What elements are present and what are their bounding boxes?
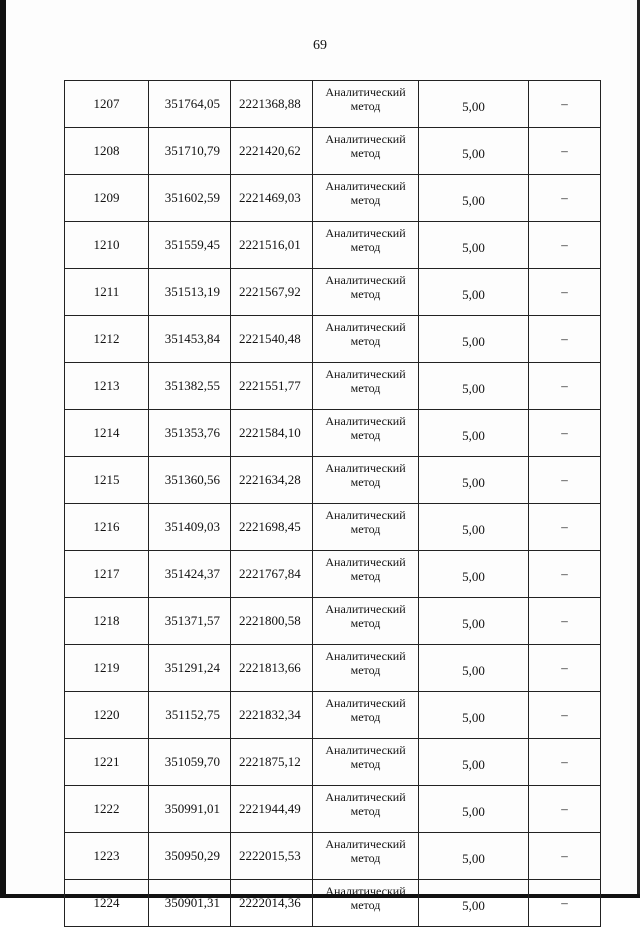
- table-row: [65, 692, 601, 739]
- point-number-cell: 1212: [65, 316, 149, 363]
- coordinate-y-cell: 2221469,03: [231, 175, 313, 222]
- point-number-cell: 1208: [65, 128, 149, 175]
- table-row: [65, 457, 601, 504]
- method-cell: Аналитический метод: [313, 222, 419, 269]
- accuracy-cell: 5,00: [419, 175, 529, 222]
- point-number-cell: 1213: [65, 363, 149, 410]
- method-cell: Аналитический метод: [313, 316, 419, 363]
- method-cell: Аналитический метод: [313, 739, 419, 786]
- method-cell: Аналитический метод: [313, 551, 419, 598]
- coordinate-y-cell: 2221368,88: [231, 81, 313, 128]
- note-cell: –: [529, 504, 601, 551]
- table-row: [65, 410, 601, 457]
- accuracy-cell: 5,00: [419, 786, 529, 833]
- accuracy-cell: 5,00: [419, 833, 529, 880]
- method-cell: Аналитический метод: [313, 457, 419, 504]
- accuracy-cell: 5,00: [419, 269, 529, 316]
- method-cell: Аналитический метод: [313, 692, 419, 739]
- coordinate-x-cell: 351353,76: [149, 410, 231, 457]
- coordinate-x-cell: 351371,57: [149, 598, 231, 645]
- coordinate-x-cell: 350991,01: [149, 786, 231, 833]
- table-row: [65, 269, 601, 316]
- coordinate-y-cell: 2222015,53: [231, 833, 313, 880]
- coordinate-y-cell: 2221944,49: [231, 786, 313, 833]
- note-cell: –: [529, 598, 601, 645]
- table-row: [65, 786, 601, 833]
- coordinates-table-body: [65, 81, 601, 927]
- table-row: [65, 316, 601, 363]
- table-row: [65, 880, 601, 927]
- point-number-cell: 1207: [65, 81, 149, 128]
- note-cell: –: [529, 739, 601, 786]
- accuracy-cell: 5,00: [419, 645, 529, 692]
- coordinate-y-cell: 2221567,92: [231, 269, 313, 316]
- point-number-cell: 1215: [65, 457, 149, 504]
- method-cell: Аналитический метод: [313, 410, 419, 457]
- table-row: [65, 645, 601, 692]
- accuracy-cell: 5,00: [419, 598, 529, 645]
- note-cell: –: [529, 551, 601, 598]
- coordinate-x-cell: 351409,03: [149, 504, 231, 551]
- method-cell: Аналитический метод: [313, 598, 419, 645]
- note-cell: –: [529, 692, 601, 739]
- note-cell: –: [529, 457, 601, 504]
- point-number-cell: 1214: [65, 410, 149, 457]
- method-cell: Аналитический метод: [313, 504, 419, 551]
- coordinate-y-cell: 2221698,45: [231, 504, 313, 551]
- accuracy-cell: 5,00: [419, 504, 529, 551]
- method-cell: Аналитический метод: [313, 81, 419, 128]
- note-cell: –: [529, 833, 601, 880]
- coordinate-x-cell: 351424,37: [149, 551, 231, 598]
- coordinate-y-cell: 2221767,84: [231, 551, 313, 598]
- table-row: [65, 833, 601, 880]
- method-cell: Аналитический метод: [313, 645, 419, 692]
- table-row: [65, 504, 601, 551]
- coordinate-x-cell: 351602,59: [149, 175, 231, 222]
- table-row: [65, 128, 601, 175]
- method-cell: Аналитический метод: [313, 833, 419, 880]
- coordinates-table: [64, 80, 601, 927]
- coordinate-y-cell: 2221540,48: [231, 316, 313, 363]
- accuracy-cell: 5,00: [419, 316, 529, 363]
- coordinate-x-cell: 351559,45: [149, 222, 231, 269]
- coordinate-x-cell: 351291,24: [149, 645, 231, 692]
- coordinate-y-cell: 2221875,12: [231, 739, 313, 786]
- coordinate-y-cell: 2221800,58: [231, 598, 313, 645]
- note-cell: –: [529, 410, 601, 457]
- table-row: [65, 81, 601, 128]
- accuracy-cell: 5,00: [419, 739, 529, 786]
- page-number: 69: [313, 38, 327, 53]
- note-cell: –: [529, 128, 601, 175]
- coordinate-x-cell: 351382,55: [149, 363, 231, 410]
- note-cell: –: [529, 880, 601, 927]
- coordinate-y-cell: 2221813,66: [231, 645, 313, 692]
- table-row: [65, 222, 601, 269]
- coordinate-y-cell: 2221420,62: [231, 128, 313, 175]
- point-number-cell: 1217: [65, 551, 149, 598]
- accuracy-cell: 5,00: [419, 128, 529, 175]
- accuracy-cell: 5,00: [419, 457, 529, 504]
- point-number-cell: 1222: [65, 786, 149, 833]
- accuracy-cell: 5,00: [419, 81, 529, 128]
- note-cell: –: [529, 645, 601, 692]
- point-number-cell: 1219: [65, 645, 149, 692]
- point-number-cell: 1223: [65, 833, 149, 880]
- point-number-cell: 1218: [65, 598, 149, 645]
- table-row: [65, 551, 601, 598]
- point-number-cell: 1216: [65, 504, 149, 551]
- point-number-cell: 1211: [65, 269, 149, 316]
- point-number-cell: 1220: [65, 692, 149, 739]
- point-number-cell: 1221: [65, 739, 149, 786]
- coordinate-x-cell: 351059,70: [149, 739, 231, 786]
- accuracy-cell: 5,00: [419, 363, 529, 410]
- point-number-cell: 1224: [65, 880, 149, 927]
- coordinate-y-cell: 2221551,77: [231, 363, 313, 410]
- coordinate-y-cell: 2221832,34: [231, 692, 313, 739]
- point-number-cell: 1209: [65, 175, 149, 222]
- method-cell: Аналитический метод: [313, 269, 419, 316]
- coordinate-y-cell: 2221634,28: [231, 457, 313, 504]
- scan-edge-left: [0, 0, 6, 898]
- coordinate-x-cell: 351513,19: [149, 269, 231, 316]
- note-cell: –: [529, 363, 601, 410]
- coordinate-x-cell: 351152,75: [149, 692, 231, 739]
- method-cell: Аналитический метод: [313, 786, 419, 833]
- coordinate-x-cell: 351360,56: [149, 457, 231, 504]
- coordinate-y-cell: 2221584,10: [231, 410, 313, 457]
- coordinate-y-cell: 2222014,36: [231, 880, 313, 927]
- note-cell: –: [529, 269, 601, 316]
- accuracy-cell: 5,00: [419, 222, 529, 269]
- table-row: [65, 598, 601, 645]
- coordinate-x-cell: 351453,84: [149, 316, 231, 363]
- note-cell: –: [529, 81, 601, 128]
- note-cell: –: [529, 175, 601, 222]
- accuracy-cell: 5,00: [419, 551, 529, 598]
- method-cell: Аналитический метод: [313, 128, 419, 175]
- accuracy-cell: 5,00: [419, 880, 529, 927]
- point-number-cell: 1210: [65, 222, 149, 269]
- note-cell: –: [529, 786, 601, 833]
- table-row: [65, 739, 601, 786]
- accuracy-cell: 5,00: [419, 692, 529, 739]
- table-row: [65, 363, 601, 410]
- method-cell: Аналитический метод: [313, 363, 419, 410]
- coordinate-x-cell: 351764,05: [149, 81, 231, 128]
- coordinate-x-cell: 350950,29: [149, 833, 231, 880]
- note-cell: –: [529, 222, 601, 269]
- accuracy-cell: 5,00: [419, 410, 529, 457]
- table-row: [65, 175, 601, 222]
- method-cell: Аналитический метод: [313, 175, 419, 222]
- coordinate-x-cell: 351710,79: [149, 128, 231, 175]
- coordinate-x-cell: 350901,31: [149, 880, 231, 927]
- note-cell: –: [529, 316, 601, 363]
- coordinate-y-cell: 2221516,01: [231, 222, 313, 269]
- method-cell: Аналитический метод: [313, 880, 419, 927]
